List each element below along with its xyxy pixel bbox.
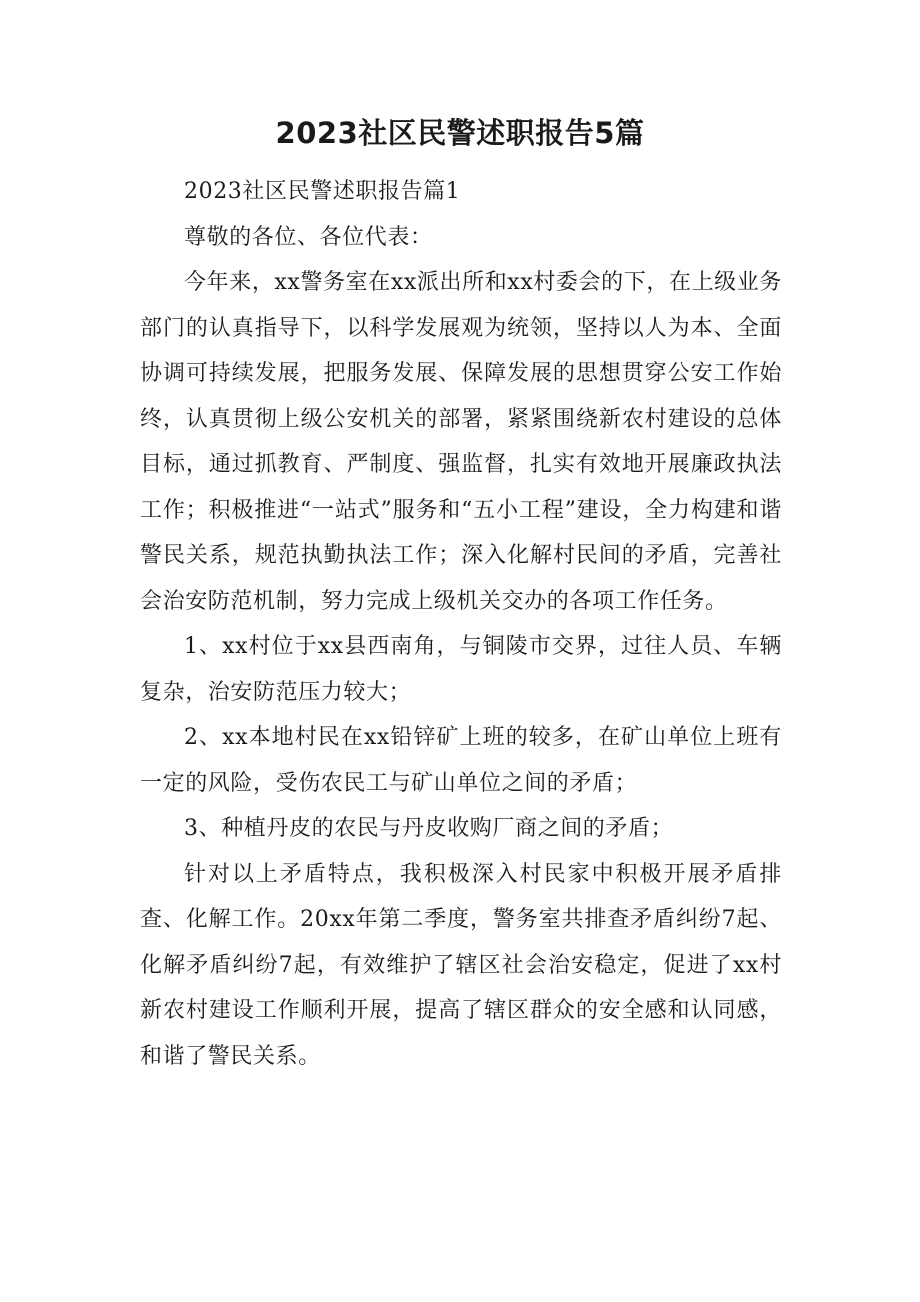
list-item-2: 2、xx本地村民在xx铅锌矿上班的较多，在矿山单位上班有一定的风险，受伤农民工与矿山单位之间的矛盾； (140, 725, 782, 796)
list-item-3: 3、种植丹皮的农民与丹皮收购厂商之间的矛盾； (184, 816, 674, 841)
list-item-1: 1、xx村位于xx县西南角，与铜陵市交界，过往人员、车辆复杂，治安防范压力较大； (140, 634, 782, 705)
section-heading: 2023社区民警述职报告篇1 (184, 179, 461, 204)
paragraph-conclusion: 针对以上矛盾特点，我积极深入村民家中积极开展矛盾排查、化解工作。20xx年第二季度，警务室共排查矛盾纠纷7起、化解矛盾纠纷7起，有效维护了辖区社会治安稳定，促进了xx村新农村建设工作顺利开展，提高了辖区群众的安全感和认同感，和谐了警民关系。 (140, 861, 782, 1069)
document-body (140, 169, 782, 1079)
document-title: 2023社区民警述职报告5篇 (275, 116, 645, 150)
salutation: 尊敬的各位、各位代表： (184, 224, 433, 250)
paragraph-intro: 今年来，xx警务室在xx派出所和xx村委会的下，在上级业务部门的认真指导下，以科学发展观为统领，坚持以人为本、全面协调可持续发展，把服务发展、保障发展的思想贯穿公安工作始终，认真贯彻上级公安机关的部署，紧紧围绕新农村建设的总体目标，通过抓教育、严制度、强监督，扎实有效地开展廉政执法工作；积极推进“一站式”服务和“五小工程”建设，全力构建和谐警民关系，规范执勤执法工作；深入化解村民间的矛盾，完善社会治安防范机制，努力完成上级机关交办的各项工作任务。 (140, 270, 782, 614)
